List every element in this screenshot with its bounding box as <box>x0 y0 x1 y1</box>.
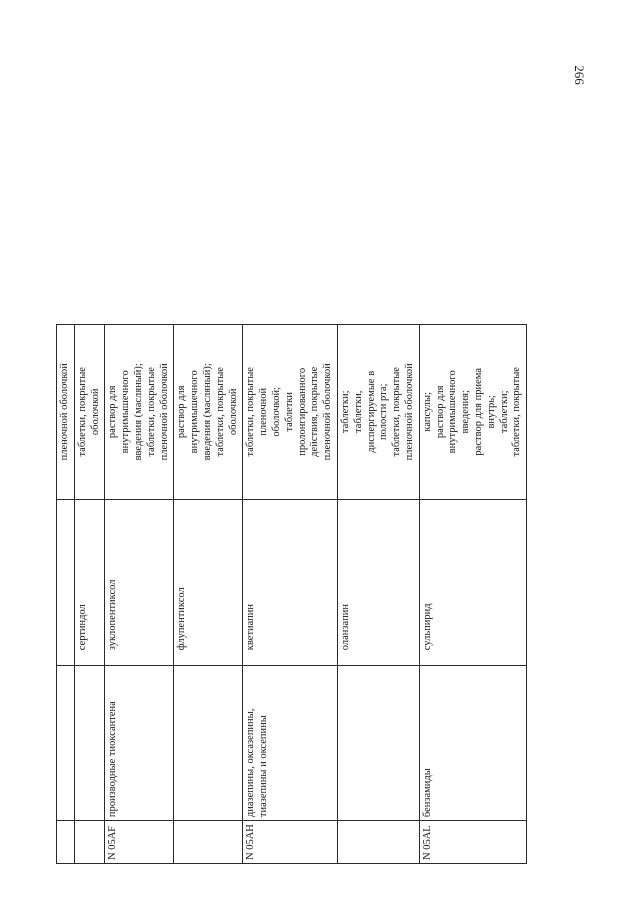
dosage-form-line: внутримышечного <box>120 370 132 454</box>
dosage-form-line: раствор для <box>107 385 119 439</box>
table-row <box>419 325 526 864</box>
spacer-cell <box>243 653 338 665</box>
drug-name-cell: зуклопентиксол <box>105 499 174 653</box>
atc-code-cell <box>337 821 419 864</box>
dosage-form-line: пленочной <box>258 387 270 436</box>
spacer-cell <box>174 653 243 665</box>
dosage-form-line: таблетки; <box>498 390 510 434</box>
drug-name-cell: сертиндол <box>74 499 105 653</box>
drug-group-cell <box>174 665 243 820</box>
drug-name-cell: оланзапин <box>337 499 419 653</box>
drug-name-cell <box>57 499 75 653</box>
dosage-form-line: пленочной оболочкой <box>59 363 70 461</box>
dosage-form-line: оболочкой <box>89 388 101 436</box>
dosage-form-line: таблетки <box>283 391 295 432</box>
dosage-form-line: диспергируемые в <box>365 370 377 453</box>
dosage-form-line: таблетки, <box>352 390 364 433</box>
dosage-form-cell <box>419 325 526 500</box>
dosage-form-line: пленочной оболочкой <box>322 363 334 461</box>
spacer-cell <box>337 653 419 665</box>
dosage-form-line: таблетки, покрытые <box>76 367 88 457</box>
dosage-form-cell <box>105 325 174 500</box>
table-row <box>105 325 174 864</box>
drug-name-cell: сульпирид <box>419 499 526 653</box>
drug-group-cell <box>337 665 419 820</box>
dosage-form-line: введения (масляный); <box>201 363 213 461</box>
drug-name-cell: кветиапин <box>243 499 338 653</box>
dosage-form-line: таблетки, покрытые <box>391 367 403 457</box>
atc-code-cell: N 05AF <box>105 821 174 864</box>
dosage-form-line: таблетки, покрытые <box>511 367 523 457</box>
dosage-form-line: внутрь; <box>485 395 497 429</box>
drug-group-cell: бензамиды <box>419 665 526 820</box>
spacer-cell <box>105 653 174 665</box>
dosage-form-line: полости рта; <box>378 383 390 440</box>
dosage-form-line: таблетки, покрытые <box>214 367 226 457</box>
table-row <box>243 325 338 864</box>
dosage-form-line: введения; <box>460 390 472 434</box>
dosage-form-line: раствор для <box>434 385 446 439</box>
dosage-form-line: оболочкой <box>227 388 239 436</box>
table-row <box>74 325 105 864</box>
dosage-form-line: внутримышечного <box>447 370 459 454</box>
dosage-form-cell <box>337 325 419 500</box>
dosage-form-line: оболочкой; <box>270 387 282 437</box>
atc-code-cell: N 05AL <box>419 821 526 864</box>
dosage-form-cell <box>243 325 338 500</box>
drug-table-container <box>56 324 563 864</box>
spacer-cell <box>57 653 75 665</box>
atc-code-cell <box>57 821 75 864</box>
table-row <box>337 325 419 864</box>
dosage-form-cell <box>57 325 75 500</box>
atc-code-cell: N 05AH <box>243 821 338 864</box>
dosage-form-line: таблетки; <box>339 390 351 434</box>
page-number: 266 <box>572 65 587 85</box>
atc-code-cell <box>74 821 105 864</box>
dosage-form-line: пленочной оболочкой <box>158 363 170 461</box>
spacer-cell <box>74 653 105 665</box>
dosage-form-line: раствор для <box>176 385 188 439</box>
drug-name-cell: флупентиксол <box>174 499 243 653</box>
table-row <box>174 325 243 864</box>
dosage-form-line: таблетки, покрытые <box>145 367 157 457</box>
dosage-form-line: введения (масляный); <box>132 363 144 461</box>
dosage-form-cell <box>74 325 105 500</box>
drug-classification-table <box>56 324 527 864</box>
table-row <box>57 325 75 864</box>
dosage-form-line: внутримышечного <box>189 370 201 454</box>
dosage-form-line: капсулы; <box>421 391 433 432</box>
atc-code-cell <box>174 821 243 864</box>
dosage-form-line: раствор для приема <box>472 368 484 456</box>
drug-group-cell <box>57 665 75 820</box>
spacer-cell <box>419 653 526 665</box>
dosage-form-line: пленочной оболочкой <box>403 363 415 461</box>
drug-group-cell: производные тиоксантена <box>105 665 174 820</box>
dosage-form-line: пролонгированного <box>296 367 308 456</box>
dosage-form-cell <box>174 325 243 500</box>
drug-group-cell: диазепины, оксазепины, тиазепины и оксепины <box>243 665 338 820</box>
drug-group-cell <box>74 665 105 820</box>
dosage-form-line: таблетки, покрытые <box>245 367 257 457</box>
dosage-form-line: действия, покрытые <box>309 366 321 457</box>
